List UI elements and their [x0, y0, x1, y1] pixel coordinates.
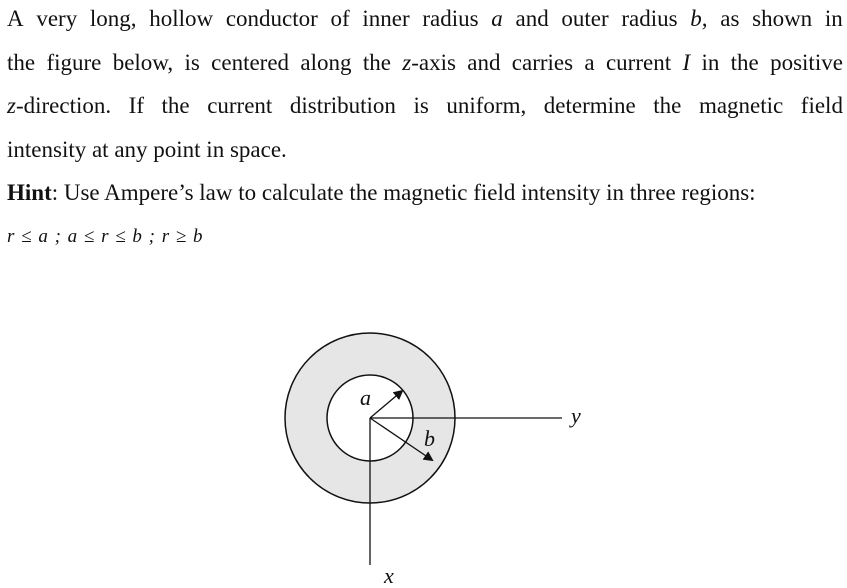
hint-label: Hint — [7, 180, 52, 205]
label-a: a — [360, 385, 371, 410]
word: is — [413, 93, 429, 118]
word: figure — [46, 49, 102, 75]
word: inner — [362, 6, 410, 31]
word: as — [720, 6, 740, 31]
word: magnetic — [698, 93, 784, 118]
word: in — [701, 49, 720, 75]
word: distribution — [289, 93, 396, 118]
word: shown — [752, 6, 813, 31]
word-z-direction: z-direction. — [7, 93, 112, 118]
word: and — [467, 49, 501, 75]
word: centered — [211, 49, 290, 75]
word: determine — [543, 93, 636, 118]
symbol-b: b, — [690, 6, 708, 31]
word: is — [184, 49, 200, 75]
problem-line-4: intensity at any point in space. — [7, 136, 287, 162]
word-z-axis: z-axis — [402, 49, 456, 75]
word: radius — [422, 6, 479, 31]
word: below, — [112, 49, 174, 75]
word: current — [605, 49, 672, 75]
word: the — [7, 49, 36, 75]
word: along — [300, 49, 352, 75]
word: If — [128, 93, 144, 118]
word: the — [161, 93, 190, 118]
label-x: x — [384, 563, 394, 588]
hint-text: : Use Ampere’s law to calculate the magnetic field intensity in three regions: — [51, 180, 756, 205]
word: of — [330, 6, 350, 31]
symbol-a: a — [491, 6, 503, 31]
word: in — [824, 6, 843, 31]
word: current — [207, 93, 273, 118]
word: the — [362, 49, 391, 75]
label-y: y — [571, 403, 581, 428]
word: very — [36, 6, 78, 31]
hint-regions: r ≤ a ; a ≤ r ≤ b ; r ≥ b — [7, 225, 204, 247]
word: long, — [89, 6, 137, 31]
word: positive — [770, 49, 843, 75]
word: outer — [561, 6, 609, 31]
word: A — [7, 6, 24, 31]
word: conductor — [225, 6, 318, 31]
word: carries — [511, 49, 574, 75]
word: the — [730, 49, 759, 75]
word: a — [584, 49, 595, 75]
word: and — [515, 6, 549, 31]
word: uniform, — [446, 93, 527, 118]
word: radius — [621, 6, 678, 31]
label-b: b — [424, 426, 435, 451]
symbol-current-i: I — [682, 49, 691, 75]
word: the — [653, 93, 682, 118]
word: hollow — [149, 6, 214, 31]
word: field — [800, 93, 843, 118]
